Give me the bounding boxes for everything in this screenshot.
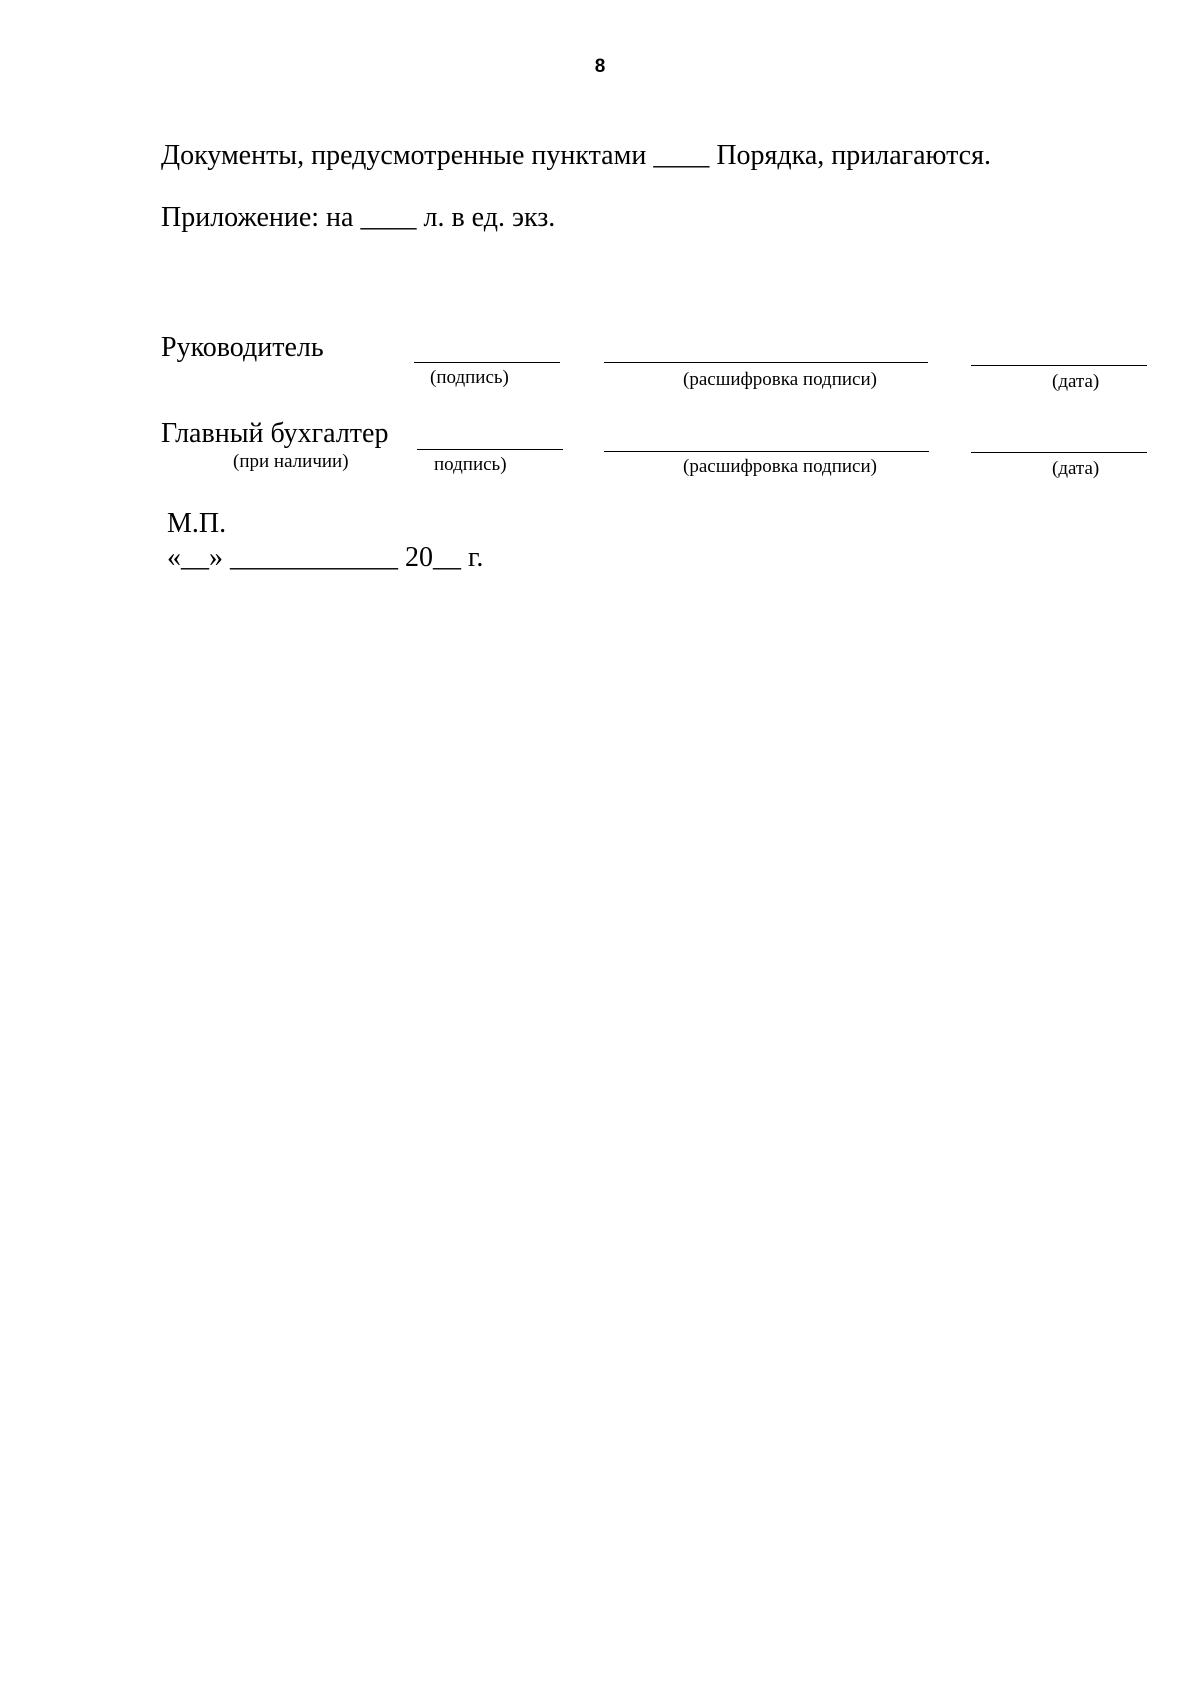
head-signature-caption: (подпись)	[430, 367, 509, 388]
documents-line	[161, 140, 991, 172]
attachment-line-prefix: Приложение: на	[161, 202, 354, 233]
attachment-line	[161, 202, 555, 234]
accountant-decoding-caption: (расшифровка подписи)	[683, 456, 877, 477]
head-signature-line[interactable]	[414, 362, 560, 363]
attachment-line-blank[interactable]: ____	[360, 202, 417, 233]
documents-line-blank[interactable]: ____	[653, 140, 710, 171]
accountant-date-caption: (дата)	[1052, 458, 1100, 479]
seal-label: М.П.	[167, 508, 227, 539]
accountant-date-line[interactable]	[971, 452, 1147, 453]
date-month-blank[interactable]: ____________	[230, 542, 398, 573]
documents-line-prefix: Документы, предусмотренные пунктами	[161, 140, 647, 171]
head-decoding-caption: (расшифровка подписи)	[683, 369, 877, 390]
accountant-note: (при наличии)	[233, 451, 349, 472]
date-year-suffix: г.	[468, 542, 484, 573]
date-year-blank[interactable]: __	[433, 542, 461, 573]
documents-line-suffix: Порядка, прилагаются.	[716, 140, 991, 171]
attachment-line-suffix: л. в ед. экз.	[423, 202, 556, 233]
head-date-line[interactable]	[971, 365, 1147, 366]
accountant-signature-caption: подпись)	[434, 454, 507, 475]
head-title: Руководитель	[161, 332, 324, 363]
date-day-blank[interactable]: __	[181, 542, 209, 573]
accountant-title: Главный бухгалтер	[161, 418, 389, 449]
accountant-signature-line[interactable]	[417, 449, 563, 450]
date-year-prefix: 20	[405, 542, 433, 573]
date-line	[167, 542, 483, 574]
head-decoding-line[interactable]	[604, 362, 928, 363]
accountant-decoding-line[interactable]	[604, 451, 929, 452]
date-open-quote: «	[167, 542, 181, 573]
page-number: 8	[594, 56, 606, 77]
head-date-caption: (дата)	[1052, 371, 1100, 392]
date-close-quote: »	[209, 542, 223, 573]
